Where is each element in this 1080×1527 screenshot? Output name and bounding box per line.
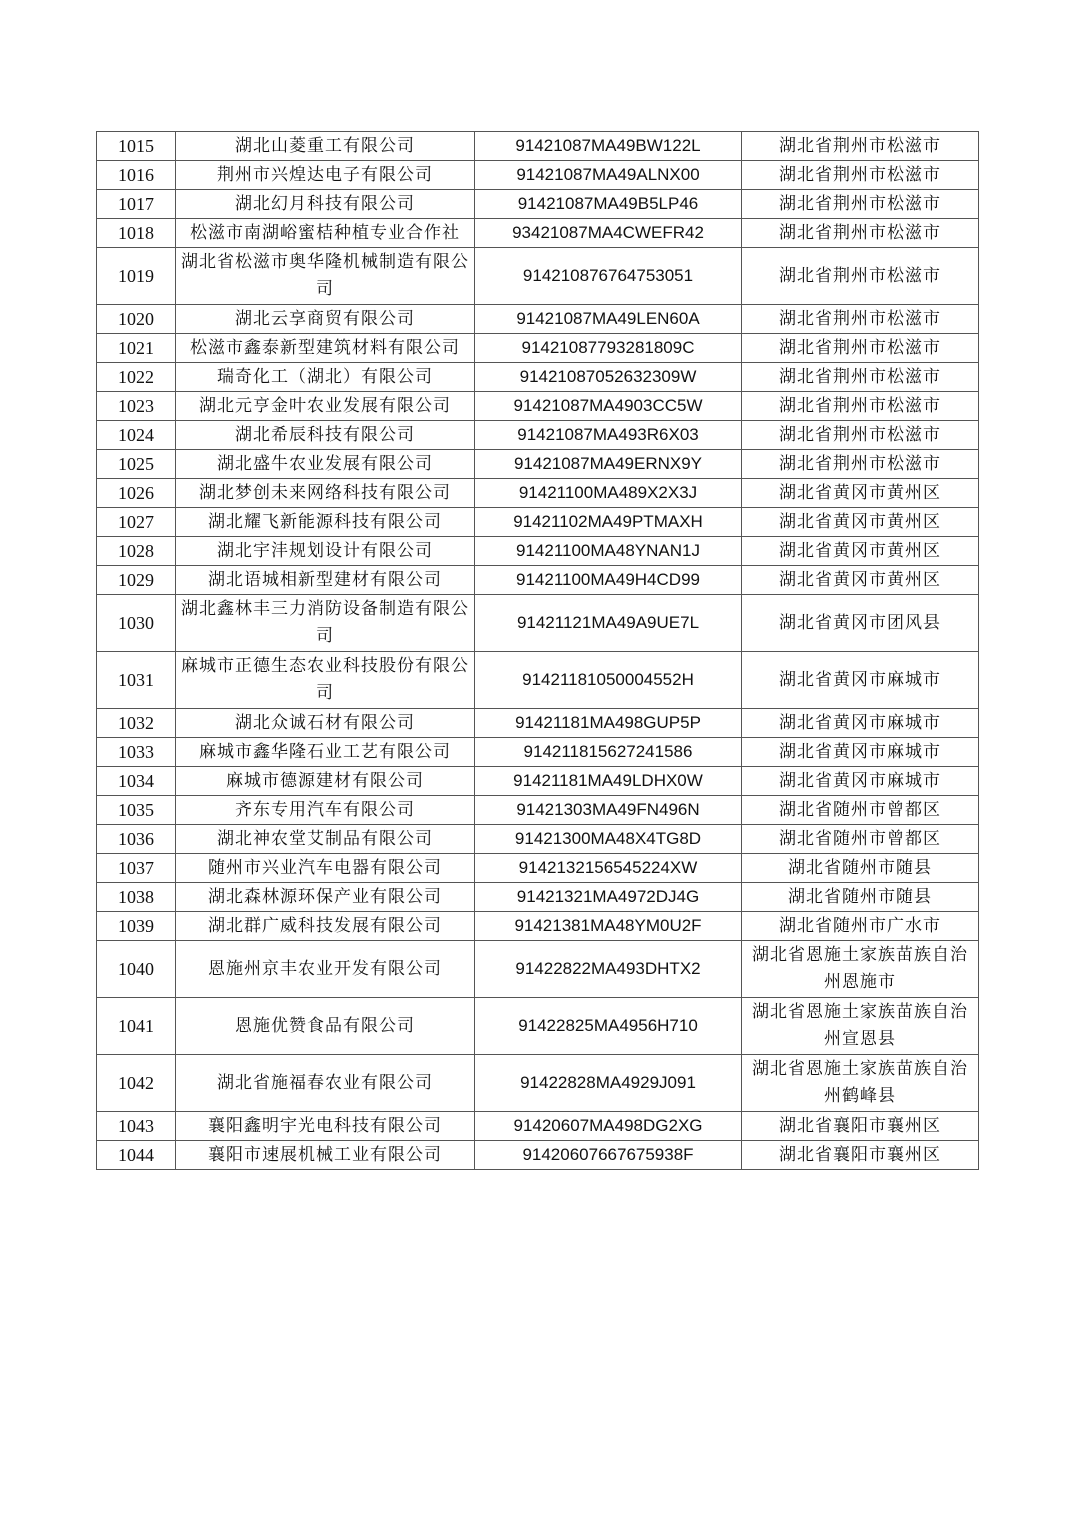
row-number-cell: 1024 [97, 421, 176, 450]
region-cell: 湖北省荆州市松滋市 [742, 190, 979, 219]
region-cell: 湖北省黄冈市黄州区 [742, 479, 979, 508]
company-name-cell: 湖北幻月科技有限公司 [176, 190, 475, 219]
company-name-cell: 湖北云享商贸有限公司 [176, 305, 475, 334]
table-row [97, 941, 979, 998]
row-number-cell: 1036 [97, 825, 176, 854]
credit-code-cell: 91422825MA4956H710 [475, 998, 742, 1055]
region-cell: 湖北省黄冈市黄州区 [742, 537, 979, 566]
row-number-cell: 1042 [97, 1055, 176, 1112]
row-number-cell: 1044 [97, 1141, 176, 1170]
row-number-cell: 1027 [97, 508, 176, 537]
row-number-cell: 1028 [97, 537, 176, 566]
region-cell: 湖北省荆州市松滋市 [742, 392, 979, 421]
credit-code-cell: 914211815627241586 [475, 738, 742, 767]
region-cell: 湖北省襄阳市襄州区 [742, 1112, 979, 1141]
table-row [97, 479, 979, 508]
company-name-cell: 湖北神农堂艾制品有限公司 [176, 825, 475, 854]
table-row [97, 1112, 979, 1141]
region-cell: 湖北省荆州市松滋市 [742, 219, 979, 248]
credit-code-cell: 91422828MA4929J091 [475, 1055, 742, 1112]
credit-code-cell: 91421087052632309W [475, 363, 742, 392]
credit-code-cell: 91421321MA4972DJ4G [475, 883, 742, 912]
region-cell: 湖北省恩施土家族苗族自治州恩施市 [742, 941, 979, 998]
table-row [97, 363, 979, 392]
company-name-cell: 麻城市鑫华隆石业工艺有限公司 [176, 738, 475, 767]
row-number-cell: 1018 [97, 219, 176, 248]
company-name-cell: 恩施州京丰农业开发有限公司 [176, 941, 475, 998]
table-row [97, 450, 979, 479]
credit-code-cell: 91421087MA4903CC5W [475, 392, 742, 421]
region-cell: 湖北省襄阳市襄州区 [742, 1141, 979, 1170]
region-cell: 湖北省随州市广水市 [742, 912, 979, 941]
credit-code-cell: 91421087MA49BW122L [475, 132, 742, 161]
company-name-cell: 湖北梦创未来网络科技有限公司 [176, 479, 475, 508]
table-row [97, 998, 979, 1055]
credit-code-cell: 91421381MA48YM0U2F [475, 912, 742, 941]
table-row [97, 508, 979, 537]
table-row [97, 421, 979, 450]
row-number-cell: 1032 [97, 709, 176, 738]
region-cell: 湖北省恩施土家族苗族自治州鹤峰县 [742, 1055, 979, 1112]
region-cell: 湖北省黄冈市黄州区 [742, 566, 979, 595]
row-number-cell: 1015 [97, 132, 176, 161]
company-table [96, 131, 979, 1170]
company-name-cell: 荆州市兴煌达电子有限公司 [176, 161, 475, 190]
row-number-cell: 1029 [97, 566, 176, 595]
region-cell: 湖北省黄冈市团风县 [742, 595, 979, 652]
row-number-cell: 1017 [97, 190, 176, 219]
table-body [97, 132, 979, 1170]
company-name-cell: 松滋市鑫泰新型建筑材料有限公司 [176, 334, 475, 363]
company-name-cell: 湖北森林源环保产业有限公司 [176, 883, 475, 912]
company-name-cell: 襄阳鑫明宇光电科技有限公司 [176, 1112, 475, 1141]
company-name-cell: 麻城市德源建材有限公司 [176, 767, 475, 796]
credit-code-cell: 91421300MA48X4TG8D [475, 825, 742, 854]
table-row [97, 1055, 979, 1112]
table-row [97, 912, 979, 941]
region-cell: 湖北省黄冈市麻城市 [742, 709, 979, 738]
row-number-cell: 1031 [97, 652, 176, 709]
credit-code-cell: 9142132156545224XW [475, 854, 742, 883]
company-name-cell: 松滋市南湖峪蜜桔种植专业合作社 [176, 219, 475, 248]
credit-code-cell: 91421087793281809C [475, 334, 742, 363]
table-row [97, 132, 979, 161]
company-name-cell: 襄阳市速展机械工业有限公司 [176, 1141, 475, 1170]
table-row [97, 595, 979, 652]
table-row [97, 190, 979, 219]
credit-code-cell: 91421303MA49FN496N [475, 796, 742, 825]
region-cell: 湖北省荆州市松滋市 [742, 450, 979, 479]
credit-code-cell: 91421100MA489X2X3J [475, 479, 742, 508]
table-row [97, 652, 979, 709]
table-row [97, 537, 979, 566]
table-row [97, 825, 979, 854]
region-cell: 湖北省黄冈市麻城市 [742, 738, 979, 767]
row-number-cell: 1035 [97, 796, 176, 825]
credit-code-cell: 914210876764753051 [475, 248, 742, 305]
row-number-cell: 1019 [97, 248, 176, 305]
region-cell: 湖北省黄冈市麻城市 [742, 767, 979, 796]
company-name-cell: 湖北希辰科技有限公司 [176, 421, 475, 450]
credit-code-cell: 91422822MA493DHTX2 [475, 941, 742, 998]
company-name-cell: 瑞奇化工（湖北）有限公司 [176, 363, 475, 392]
region-cell: 湖北省荆州市松滋市 [742, 248, 979, 305]
table-row [97, 305, 979, 334]
row-number-cell: 1026 [97, 479, 176, 508]
table-row [97, 566, 979, 595]
credit-code-cell: 91421121MA49A9UE7L [475, 595, 742, 652]
table-row [97, 709, 979, 738]
table-row [97, 248, 979, 305]
row-number-cell: 1033 [97, 738, 176, 767]
table-row [97, 796, 979, 825]
credit-code-cell: 91420607MA498DG2XG [475, 1112, 742, 1141]
row-number-cell: 1039 [97, 912, 176, 941]
credit-code-cell: 91421181MA49LDHX0W [475, 767, 742, 796]
region-cell: 湖北省荆州市松滋市 [742, 132, 979, 161]
company-name-cell: 湖北众诚石材有限公司 [176, 709, 475, 738]
region-cell: 湖北省随州市随县 [742, 854, 979, 883]
credit-code-cell: 91421100MA48YNAN1J [475, 537, 742, 566]
row-number-cell: 1041 [97, 998, 176, 1055]
row-number-cell: 1021 [97, 334, 176, 363]
row-number-cell: 1038 [97, 883, 176, 912]
table-row [97, 767, 979, 796]
table-row [97, 392, 979, 421]
table-row [97, 334, 979, 363]
credit-code-cell: 91420607667675938F [475, 1141, 742, 1170]
table-row [97, 738, 979, 767]
credit-code-cell: 91421100MA49H4CD99 [475, 566, 742, 595]
company-name-cell: 湖北群广威科技发展有限公司 [176, 912, 475, 941]
credit-code-cell: 91421087MA49ERNX9Y [475, 450, 742, 479]
row-number-cell: 1040 [97, 941, 176, 998]
company-name-cell: 齐东专用汽车有限公司 [176, 796, 475, 825]
region-cell: 湖北省随州市曾都区 [742, 825, 979, 854]
row-number-cell: 1030 [97, 595, 176, 652]
region-cell: 湖北省荆州市松滋市 [742, 421, 979, 450]
credit-code-cell: 91421181050004552H [475, 652, 742, 709]
company-name-cell: 湖北鑫林丰三力消防设备制造有限公司 [176, 595, 475, 652]
table-row [97, 854, 979, 883]
credit-code-cell: 91421181MA498GUP5P [475, 709, 742, 738]
company-name-cell: 湖北省施福春农业有限公司 [176, 1055, 475, 1112]
table-row [97, 161, 979, 190]
row-number-cell: 1020 [97, 305, 176, 334]
region-cell: 湖北省黄冈市黄州区 [742, 508, 979, 537]
company-name-cell: 湖北宇沣规划设计有限公司 [176, 537, 475, 566]
credit-code-cell: 93421087MA4CWEFR42 [475, 219, 742, 248]
company-name-cell: 随州市兴业汽车电器有限公司 [176, 854, 475, 883]
table-row [97, 219, 979, 248]
credit-code-cell: 91421087MA49B5LP46 [475, 190, 742, 219]
company-name-cell: 湖北省松滋市奥华隆机械制造有限公司 [176, 248, 475, 305]
row-number-cell: 1025 [97, 450, 176, 479]
company-name-cell: 湖北耀飞新能源科技有限公司 [176, 508, 475, 537]
company-name-cell: 湖北盛牛农业发展有限公司 [176, 450, 475, 479]
table-row [97, 1141, 979, 1170]
region-cell: 湖北省黄冈市麻城市 [742, 652, 979, 709]
credit-code-cell: 91421102MA49PTMAXH [475, 508, 742, 537]
company-name-cell: 麻城市正德生态农业科技股份有限公司 [176, 652, 475, 709]
company-name-cell: 湖北元亨金叶农业发展有限公司 [176, 392, 475, 421]
row-number-cell: 1043 [97, 1112, 176, 1141]
region-cell: 湖北省荆州市松滋市 [742, 363, 979, 392]
row-number-cell: 1023 [97, 392, 176, 421]
row-number-cell: 1037 [97, 854, 176, 883]
credit-code-cell: 91421087MA493R6X03 [475, 421, 742, 450]
company-name-cell: 恩施优赞食品有限公司 [176, 998, 475, 1055]
region-cell: 湖北省荆州市松滋市 [742, 305, 979, 334]
region-cell: 湖北省随州市曾都区 [742, 796, 979, 825]
region-cell: 湖北省随州市随县 [742, 883, 979, 912]
row-number-cell: 1016 [97, 161, 176, 190]
table-row [97, 883, 979, 912]
row-number-cell: 1034 [97, 767, 176, 796]
company-name-cell: 湖北山菱重工有限公司 [176, 132, 475, 161]
region-cell: 湖北省荆州市松滋市 [742, 334, 979, 363]
company-name-cell: 湖北语城相新型建材有限公司 [176, 566, 475, 595]
row-number-cell: 1022 [97, 363, 176, 392]
credit-code-cell: 91421087MA49ALNX00 [475, 161, 742, 190]
credit-code-cell: 91421087MA49LEN60A [475, 305, 742, 334]
region-cell: 湖北省荆州市松滋市 [742, 161, 979, 190]
region-cell: 湖北省恩施土家族苗族自治州宣恩县 [742, 998, 979, 1055]
